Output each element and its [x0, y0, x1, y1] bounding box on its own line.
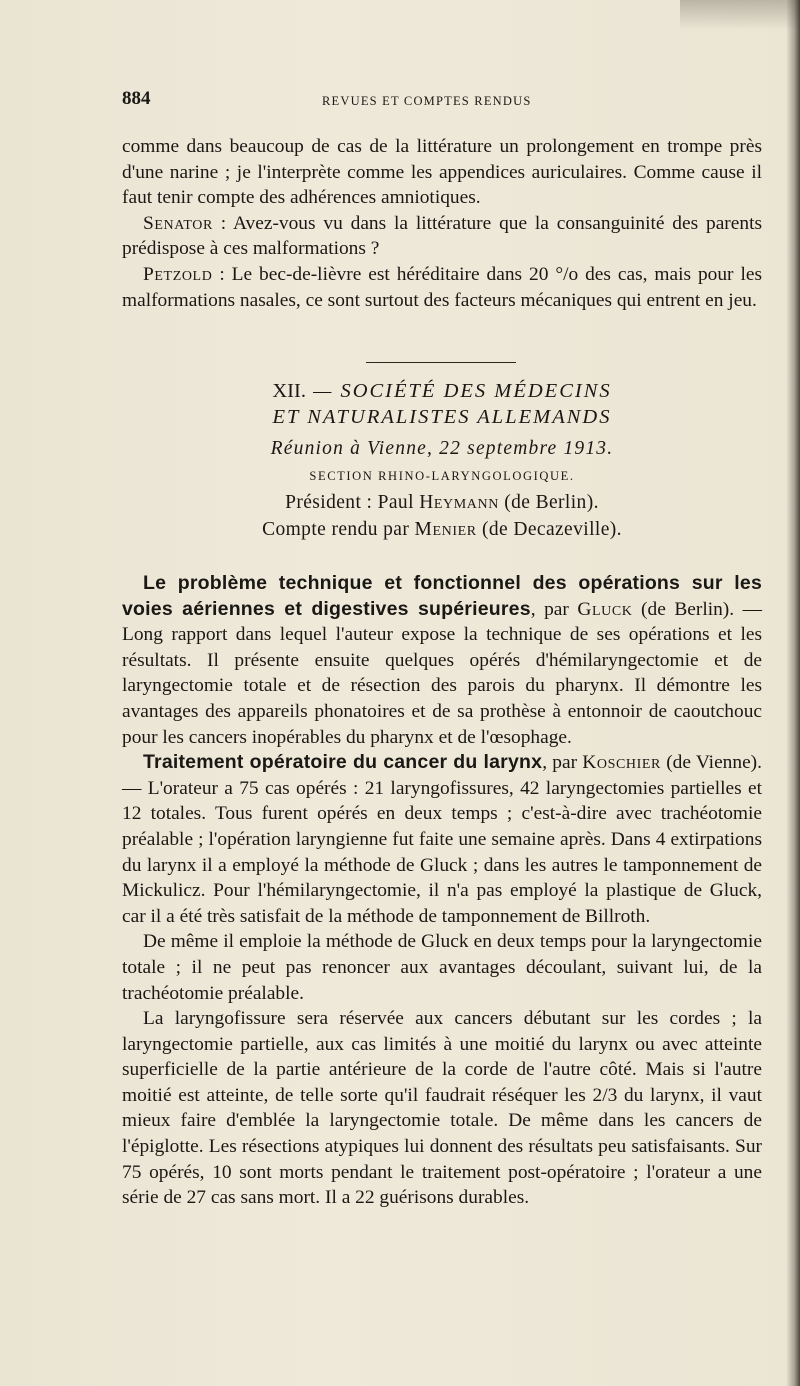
article-koschier-paragraph-3: La laryngofissure sera réservée aux cancers débutant sur les cordes ; la laryngectomie partielle, aux cas limités à une moitié du larynx ou avec atteinte superficielle de la partie antérieure de la corde de l'autre côté. Mais si l'autre moitié est atteinte, de telle sorte qu'il faudrait réséquer les 2/3 du larynx, il vaut mieux faire d'emblée la laryngectomie totale. De même dans les cancers de l'épiglotte. Les résections atypiques lui donnent des résultats peu satisfaisants. Sur 75 opérés, 10 sont morts pendant le traitement post-opératoire ; l'orateur a une série de 27 cas sans mort. Il a 22 guérisons durables.: [122, 1008, 762, 1209]
article-gluck: [122, 571, 762, 750]
page-number: 884: [122, 88, 151, 109]
reporter-line: [122, 516, 762, 543]
article-koschier-title: Traitement opératoire du cancer du larynx: [143, 751, 543, 774]
senator-text: : Avez-vous vu dans la littérature que la consanguinité des parents prédispose à ces malformations ?: [122, 212, 762, 260]
page-header: [122, 88, 762, 118]
article-koschier-paragraph-2: De même il emploie la méthode de Gluck en deux temps pour la laryngectomie totale ; il ne peut pas renoncer aux avantages découlant, suivant lui, de la trachéotomie préalable.: [122, 931, 762, 1004]
speaker-senator: Senator: [143, 212, 213, 234]
article-koschier-text: (de Vienne). — L'orateur a 75 cas opérés : 21 laryngofissures, 42 laryngectomies partielles et 12 totales. Tous furent opérés en deux temps ; c'est-à-dire avec trachéotomie préalable ; l'opération laryngienne fut faite une semaine après. Dans 4 extirpations du larynx il a employé la méthode de Gluck ; dans les autres le tamponnement de Mickulicz. Pour l'hémilaryngectomie, il n'a pas employé la plastique de Gluck, car il a été très satisfait de la méthode de tamponnement de Billroth.: [122, 752, 762, 927]
article-gluck-by: , par: [530, 598, 578, 620]
page-edge-shadow: [786, 0, 800, 1386]
reporter-label: Compte rendu par: [262, 519, 415, 540]
intro-block: [122, 134, 762, 313]
section-divider: [366, 362, 516, 363]
president-label: Président : Paul: [285, 492, 420, 513]
running-head: REVUES ET COMPTES RENDUS: [322, 94, 532, 108]
meeting-line: Réunion à Vienne, 22 septembre 1913.: [270, 438, 614, 459]
president-name: Heymann: [419, 492, 499, 513]
discussion-petzold: [122, 262, 762, 313]
section-title-line2: ET NATURALISTES ALLEMANDS: [272, 406, 612, 428]
article-koschier: [122, 750, 762, 929]
speaker-petzold: Petzold: [143, 263, 213, 285]
article-gluck-title: Le problème technique et fonctionnel des opérations sur les voies aériennes et digestives supérieures: [122, 572, 762, 620]
articles-block: [122, 571, 762, 1211]
article-koschier-by: , par: [542, 752, 583, 774]
section-heading: [122, 378, 762, 543]
president-line: [122, 489, 762, 516]
section-number: XII.: [272, 380, 306, 402]
section-name: SECTION RHINO-LARYNGOLOGIQUE.: [309, 469, 575, 483]
petzold-text: : Le bec-de-lièvre est héréditaire dans 20 °/o des cas, mais pour les malformations nasales, ce sont surtout des facteurs mécaniques qui entrent en jeu.: [122, 263, 762, 311]
president-place: (de Berlin).: [498, 492, 599, 513]
section-title-text1: — SOCIÉTÉ DES MÉDECINS: [313, 380, 612, 402]
section-title-line1: [122, 378, 762, 404]
intro-paragraph: [122, 134, 762, 211]
intro-paragraph-text: comme dans beaucoup de cas de la littérature un prolongement en trompe près d'une narine ; je l'interprète comme les appendices auriculaires. Comme cause il faut tenir compte des adhérences amniotiques.: [122, 136, 762, 209]
author-koschier: Koschier: [582, 752, 661, 774]
reporter-name: Menier: [414, 519, 477, 540]
reporter-place: (de Decazeville).: [476, 519, 622, 540]
author-gluck: Gluck: [577, 598, 633, 620]
article-gluck-text: (de Berlin). — Long rapport dans lequel l'auteur expose la technique de ses opérations et les résultats. Il présente ensuite quelques opérés d'hémilaryngectomie et de laryngectomie totale et de résection des parois du pharynx. Il démontre les avantages des appareils phonatoires et de sa prothèse à entonnoir de caoutchouc pour les cancers inopérables du pharynx et de l'œsophage.: [122, 598, 763, 748]
discussion-senator: [122, 211, 762, 262]
page-corner-shadow: [680, 0, 800, 30]
